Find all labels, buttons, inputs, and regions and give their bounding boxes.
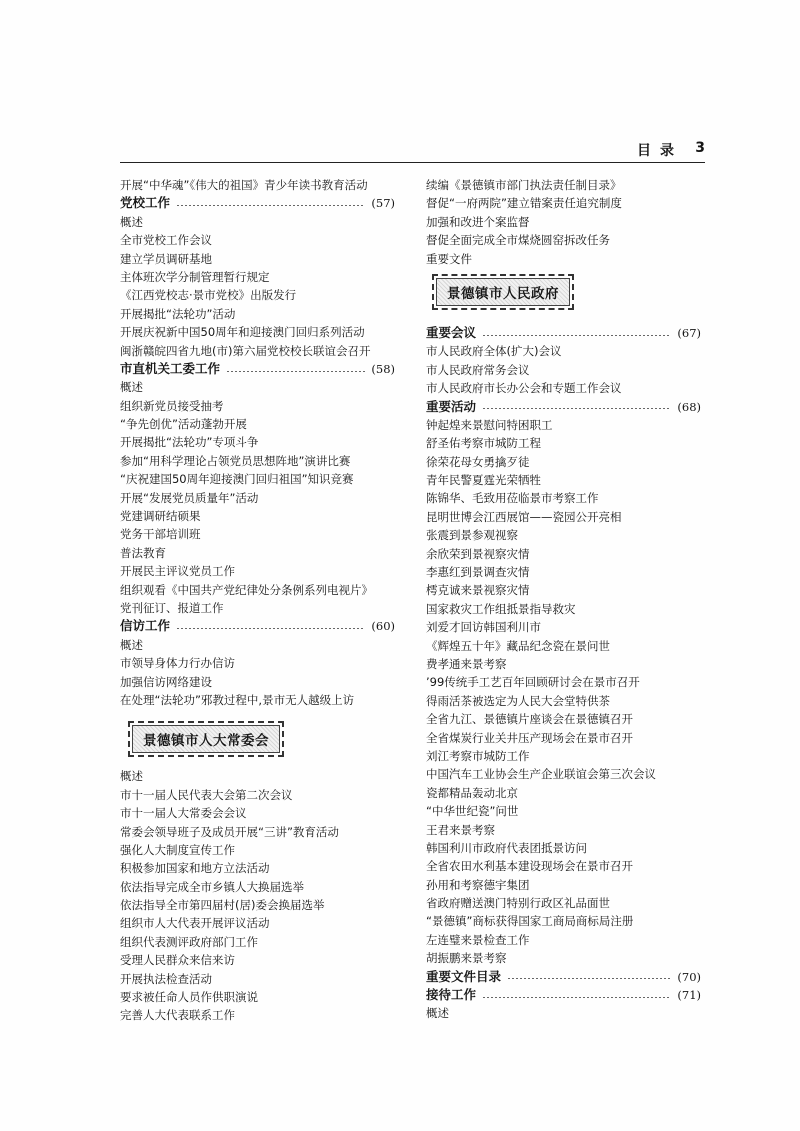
toc-entry-list (120, 636, 395, 710)
toc-entry: 全市党校工作会议 (120, 233, 212, 248)
toc-entry-list (120, 176, 395, 194)
leader-dots (482, 997, 671, 998)
toc-entry: 依法指导完成全市乡镇人大换届选举 (120, 879, 304, 894)
toc-entry: 常委会领导班子及成员开展“三讲”教育活动 (120, 824, 339, 839)
toc-entry-list (120, 213, 395, 360)
toc-entry: 陈锦华、毛致用莅临景市考察工作 (426, 491, 599, 506)
section-heading: 重要活动 (68) (426, 398, 701, 414)
toc-entry: 开展执法检查活动 (120, 971, 212, 986)
toc-entry: 概述 (120, 214, 143, 229)
toc-entry: 完善人大代表联系工作 (120, 1008, 235, 1023)
toc-entry: 全省九江、景德镇片座谈会在景德镇召开 (426, 712, 633, 727)
toc-entry: 樗克诚来景视察灾情 (426, 583, 530, 598)
toc-entry: 市人民政府全体(扩大)会议 (426, 344, 562, 359)
toc-entry: 党刊征订、报道工作 (120, 600, 224, 615)
toc-entry: 主体班次学分制管理暂行规定 (120, 269, 270, 284)
toc-entry: 督促“一府两院”建立错案责任追究制度 (426, 196, 622, 211)
header-title: 目录 (637, 143, 683, 159)
section-heading: 党校工作 (57) (120, 195, 395, 211)
toc-entry: 受理人民群众来信来访 (120, 953, 235, 968)
leader-dots (482, 408, 671, 409)
toc-entry: 续编《景德镇市部门执法责任制目录》 (426, 178, 622, 192)
toc-entry: 在处理“法轮功”邪教过程中,景市无人越级上访 (120, 692, 355, 707)
toc-entry: 胡振鹏来景考察 (426, 951, 507, 966)
toc-entry: 韩国利川市政府代表团抵景访问 (426, 840, 587, 855)
toc-entry: 省政府赠送澳门特别行政区礼品面世 (426, 896, 610, 911)
toc-entry: 王君来景考察 (426, 822, 495, 837)
toc-entry: 概述 (120, 380, 143, 395)
toc-entry: 《江西党校志·景市党校》出版发行 (120, 288, 297, 303)
toc-entry: 开展揭批“法轮功”活动 (120, 306, 236, 321)
toc-entry: 市人民政府市长办公会和专题工作会议 (426, 381, 622, 396)
toc-entry: 积极参加国家和地方立法活动 (120, 861, 270, 876)
toc-entry: 概述 (120, 637, 143, 652)
toc-entry: 开展“中华魂”《伟大的祖国》青少年读书教育活动 (120, 178, 368, 192)
toc-entry: 参加“用科学理论占领党员思想阵地”演讲比赛 (120, 453, 351, 468)
toc-entry: 国家救灾工作组抵景指导救灾 (426, 601, 576, 616)
toc-entry: 组织新党员接受抽考 (120, 398, 224, 413)
toc-entry: 党务干部培训班 (120, 527, 201, 542)
chapter-banner-title: 景德镇市人民政府 (436, 278, 570, 306)
section-heading: 市直机关工委工作 (58) (120, 360, 395, 376)
toc-entry: 舒圣佑考察市城防工程 (426, 436, 541, 451)
chapter-banner (120, 713, 395, 767)
leader-dots (176, 205, 365, 206)
toc-entry: 组织代表测评政府部门工作 (120, 934, 258, 949)
leader-dots (176, 628, 365, 629)
toc-entry: 市十一届人民代表大会第二次会议 (120, 787, 293, 802)
toc-entry: 开展揭批“法轮功”专项斗争 (120, 435, 259, 450)
toc-entry: 徐荣花母女勇擒歹徒 (426, 454, 530, 469)
toc-entry-list (426, 342, 701, 397)
toc-entry: “景德镇”商标获得国家工商局商标局注册 (426, 914, 634, 929)
toc-entry-list (426, 416, 701, 968)
toc-entry: 张震到景参观视察 (426, 528, 518, 543)
section-heading: 重要文件目录 (70) (426, 968, 701, 984)
toc-entry: 加强和改进个案监督 (426, 214, 530, 229)
left-column (120, 176, 395, 1025)
toc-entry: 闽浙赣皖四省九地(市)第六届党校校长联谊会召开 (120, 343, 371, 358)
toc-entry: 建立学员调研基地 (120, 251, 212, 266)
toc-entry: 昆明世博会江西展馆——瓷园公开亮相 (426, 509, 622, 524)
header-rule (120, 162, 705, 163)
toc-entry: 市人民政府常务会议 (426, 362, 530, 377)
toc-entry: 党建调研结硕果 (120, 509, 201, 524)
toc-entry: 开展“发展党员质量年”活动 (120, 490, 259, 505)
toc-entry: 钟起煌来景慰问特困职工 (426, 417, 553, 432)
toc-entry: 李惠红到景调查灾情 (426, 565, 530, 580)
toc-entry: “中华世纪瓷”问世 (426, 804, 519, 819)
toc-entry: 普法教育 (120, 545, 166, 560)
toc-entry: 重要文件 (426, 251, 472, 266)
toc-entry: 概述 (426, 1006, 449, 1021)
toc-entry-list (120, 767, 395, 1024)
section-heading: 重要会议 (67) (426, 324, 701, 340)
toc-entry-list (426, 176, 701, 268)
toc-entry: 左连璧来景检查工作 (426, 932, 530, 947)
toc-entry: 刘爱才回访韩国利川市 (426, 620, 541, 635)
toc-entry: 概述 (120, 769, 143, 784)
toc-entry: 组织观看《中国共产党纪律处分条例系列电视片》 (120, 582, 373, 597)
toc-entry: 要求被任命人员作供职演说 (120, 990, 258, 1005)
toc-entry: 依法指导全市第四届村(居)委会换届选举 (120, 898, 325, 913)
toc-entry: 刘江考察市城防工作 (426, 748, 530, 763)
header-page-number: 3 (695, 140, 705, 156)
section-heading: 接待工作 (71) (426, 987, 701, 1003)
toc-entry: 强化人大制度宣传工作 (120, 842, 235, 857)
toc-entry: 青年民警夏霆光荣牺牲 (426, 473, 541, 488)
toc-entry: 费孝通来景考察 (426, 656, 507, 671)
toc-entry: 市领导身体力行办信访 (120, 656, 235, 671)
toc-entry: 全省农田水利基本建设现场会在景市召开 (426, 859, 633, 874)
leader-dots (482, 335, 671, 336)
toc-entry: 加强信访网络建设 (120, 674, 212, 689)
page-header (120, 138, 705, 160)
toc-entry: 《辉煌五十年》藏品纪念瓷在景问世 (426, 638, 610, 653)
chapter-banner-title: 景德镇市人大常委会 (132, 725, 280, 753)
toc-entry-list (426, 1004, 701, 1022)
toc-entry: 全省煤炭行业关井压产现场会在景市召开 (426, 730, 633, 745)
toc-entry: 开展庆祝新中国50周年和迎接澳门回归系列活动 (120, 325, 365, 340)
toc-entry: 开展民主评议党员工作 (120, 564, 235, 579)
section-heading: 信访工作 (60) (120, 618, 395, 634)
toc-entry: “争先创优”活动蓬勃开展 (120, 417, 247, 432)
toc-entry: 市十一届人大常委会会议 (120, 806, 247, 821)
toc-entry: “庆祝建国50周年迎接澳门回归祖国”知识竞赛 (120, 472, 354, 487)
toc-entry: 孙用和考察德宇集团 (426, 877, 530, 892)
toc-entry: 中国汽车工业协会生产企业联谊会第三次会议 (426, 767, 656, 782)
toc-entry: 得雨活茶被选定为人民大会堂特供茶 (426, 693, 610, 708)
chapter-banner (426, 268, 701, 324)
toc-entry-list (120, 378, 395, 617)
toc-entry: 督促全面完成全市煤烧圆窑拆改任务 (426, 233, 610, 248)
right-column (426, 176, 701, 1023)
toc-entry: ’99传统手工艺百年回顾研讨会在景市召开 (426, 675, 640, 690)
toc-entry: 瓷都精品轰动北京 (426, 785, 518, 800)
toc-entry: 组织市人大代表开展评议活动 (120, 916, 270, 931)
leader-dots (507, 978, 671, 979)
toc-entry: 余欣荣到景视察灾情 (426, 546, 530, 561)
leader-dots (226, 371, 365, 372)
